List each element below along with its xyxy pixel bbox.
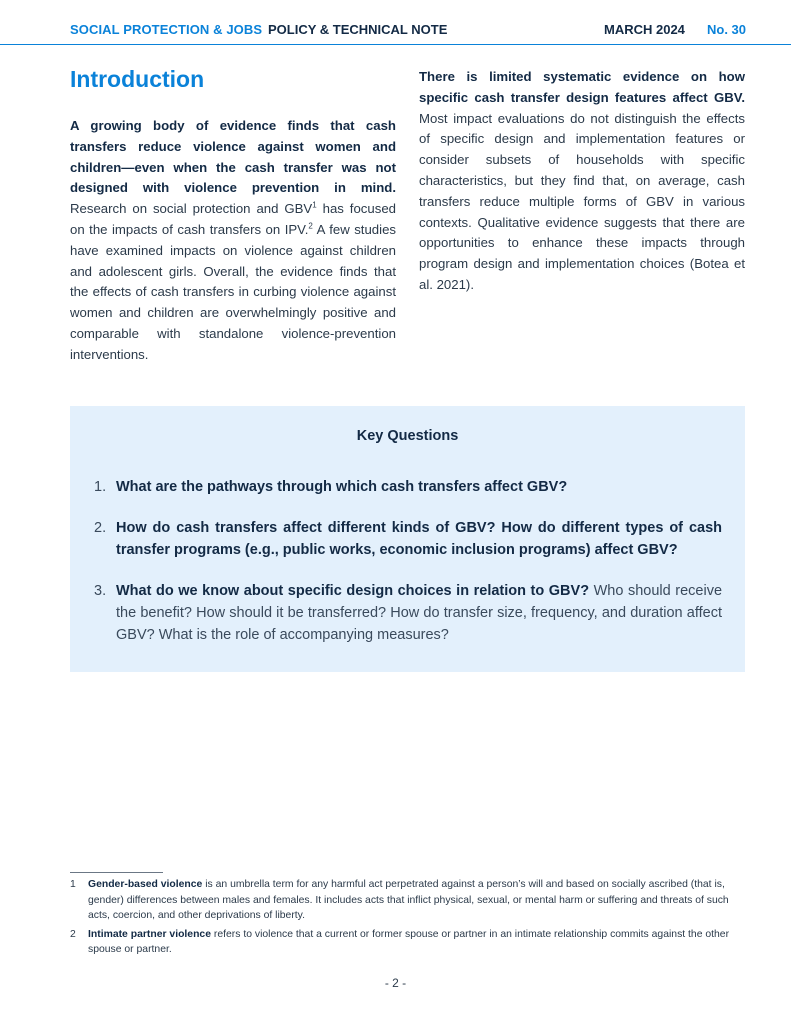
page-number: - 2 -	[384, 976, 407, 990]
question-text	[116, 517, 722, 561]
footnote-definition: refers to violence that a current or former spouse or partner in an intimate relationship commits against the other spouse or partner.	[88, 928, 730, 956]
footnote-ref-2[interactable]: 2	[308, 221, 313, 231]
footnote-term: Gender-based violence	[88, 879, 203, 890]
list-number: 2.	[94, 520, 107, 536]
footnote-text	[88, 877, 740, 924]
key-questions-list	[94, 476, 722, 665]
question-text	[116, 580, 722, 646]
list-item	[94, 580, 722, 646]
list-number: 3.	[94, 583, 107, 599]
footnote-number: 2	[70, 928, 76, 940]
page-header	[0, 0, 791, 44]
intro-paragraph-right	[419, 67, 745, 296]
footnote	[70, 927, 740, 958]
intro-paragraph-left	[70, 116, 396, 366]
key-questions-title: Key Questions	[356, 428, 459, 444]
list-item	[94, 476, 722, 498]
footnote-definition: is an umbrella term for any harmful act perpetrated against a person’s will and based on socially ascribed (that is, gender) differences between males and females. It includes acts that inflict physical, sexual, or mental harm or suffering and threats of such acts, coercion, and other deprivations of liberty.	[88, 879, 729, 922]
question-rest: Who should receive the benefit? How should it be transferred? How do transfer size, frequency, and duration affect GBV? What is the role of accompanying measures?	[116, 583, 723, 643]
left-column	[70, 64, 396, 366]
lead-sentence: There is limited systematic evidence on how specific cash transfer design features affect GBV.	[419, 69, 745, 105]
footnote-text	[88, 927, 740, 958]
section-title: Introduction	[70, 66, 205, 92]
body-text: Most impact evaluations do not distinguish the effects of specific design and implementation features or consider subsets of households with specific characteristics, but they find that, on average, cash transfers reduce multiple forms of GBV in various contexts. Qualitative evidence suggests that there are opportunities to enhance these impacts through program design and implementation choices (Botea et al. 2021).	[419, 110, 745, 292]
right-column	[419, 67, 745, 296]
footnote-number: 1	[70, 879, 76, 890]
question-bold: How do cash transfers affect different kinds of GBV? How do different types of cash transfer programs (e.g., public works, economic inclusion programs) affect GBV?	[116, 520, 722, 558]
header-divider	[0, 44, 791, 45]
issue-number: No. 30	[707, 22, 747, 37]
series-label: SOCIAL PROTECTION & JOBS	[70, 22, 263, 37]
list-number: 1.	[94, 479, 107, 495]
footnote-term: Intimate partner violence	[88, 928, 211, 940]
footnote	[70, 877, 740, 924]
body-text: Research on social protection and GBV	[70, 201, 313, 217]
footnote-divider	[70, 872, 163, 873]
footnote-ref-1[interactable]: 1	[312, 200, 317, 210]
body-text: has focused on the impacts of cash transfers on IPV.	[70, 201, 396, 237]
lead-sentence: A growing body of evidence finds that cash transfers reduce violence against women and children—even when the cash transfer was not designed with violence prevention in mind.	[70, 118, 396, 196]
question-text	[116, 476, 722, 498]
list-item	[94, 517, 722, 561]
document-type: POLICY & TECHNICAL NOTE	[268, 22, 448, 37]
key-questions-box	[70, 406, 745, 672]
footnotes	[70, 877, 740, 961]
question-bold: What do we know about specific design choices in relation to GBV?	[116, 583, 590, 599]
body-text: A few studies have examined impacts on violence against children and adolescent girls. Overall, the evidence finds that the effects of cash transfers in curbing violence against women and children are overwhelmingly positive and comparable with standalone violence-prevention interventions.	[70, 221, 396, 362]
question-bold: What are the pathways through which cash transfers affect GBV?	[116, 479, 568, 495]
publication-date: MARCH 2024	[604, 22, 685, 37]
